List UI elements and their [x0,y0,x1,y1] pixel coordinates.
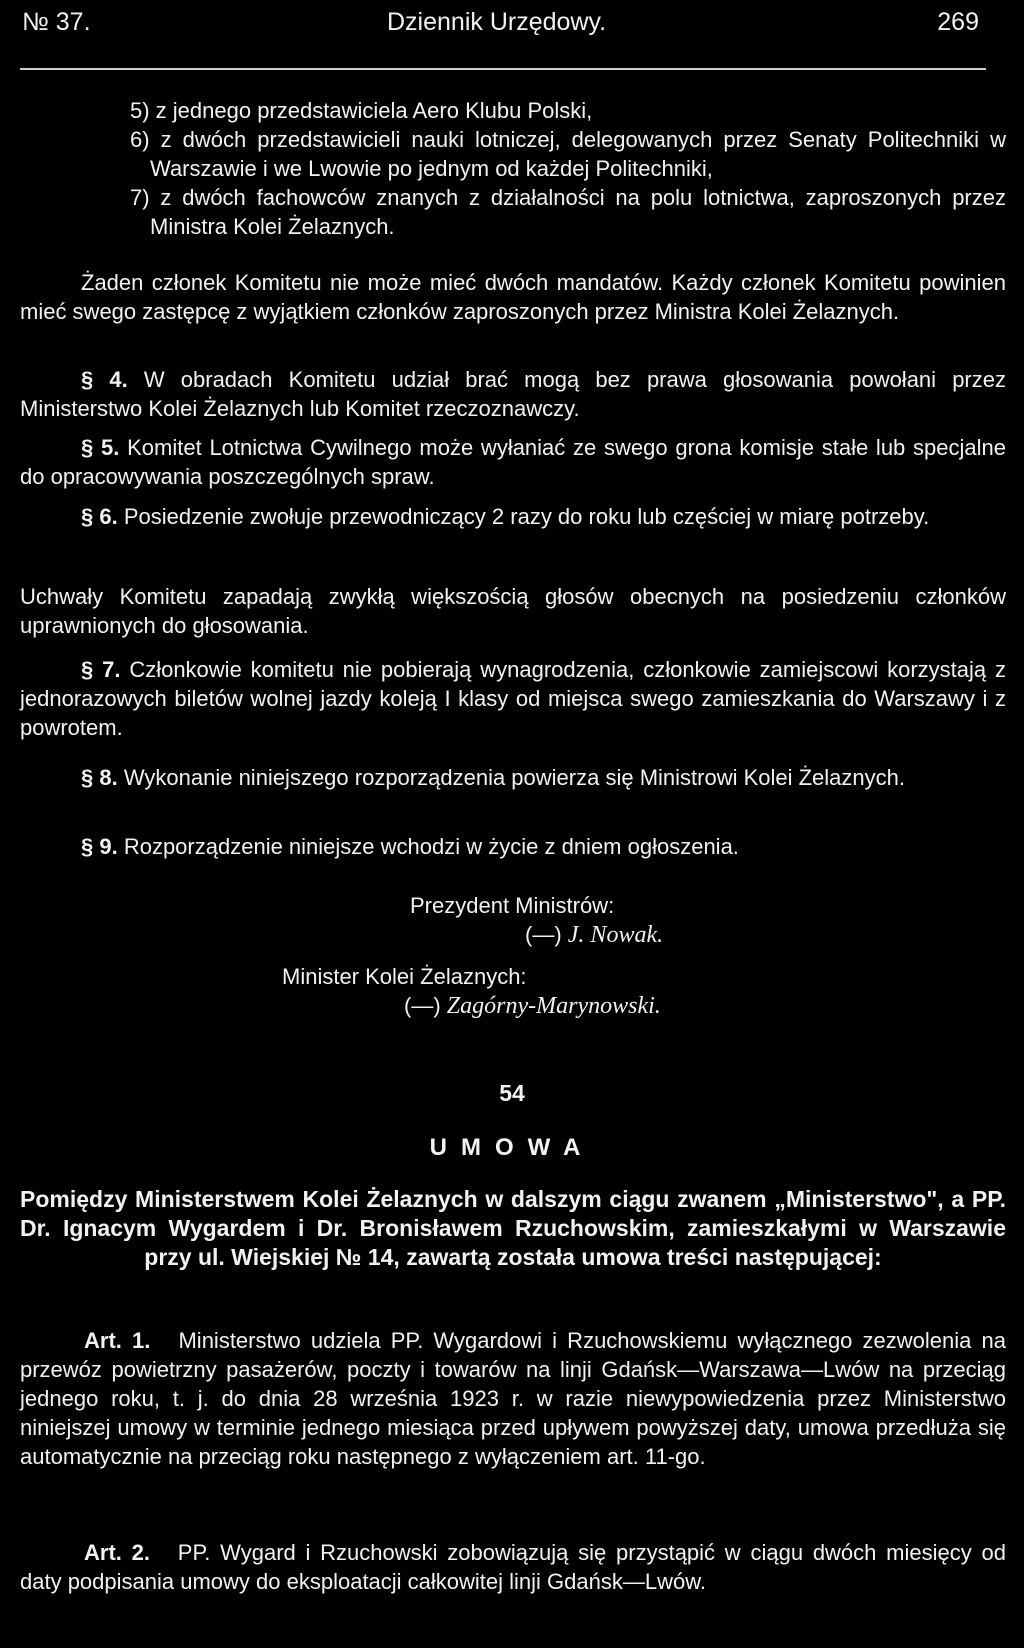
parties-paragraph: Pomiędzy Ministerstwem Kolei Żelaznych w dalszym ciągu zwanem „Ministerstwo", a PP. Dr. Ignacym Wygardem i Dr. Bronisławem Rzuchowskim, zamieszkałymi w Warszawie przy ul. Wiejskiej № 14, zawartą została umowa treści następującej: [20,1186,1006,1270]
section-text: Wykonanie niniejszego rozporządzenia powierza się Ministrowi Kolei Żelaznych. [123,765,905,790]
paragraph-mandates: Żaden członek Komitetu nie może mieć dwóch mandatów. Każdy członek Komitetu powinien mieć swego zastępcę z wyjątkiem członków zaproszonych przez Ministra Kolei Żelaznych. [20,270,1006,324]
section-mark: § 5. [81,435,120,460]
page-number: 269 [937,8,979,36]
article-1 [20,1326,1006,1471]
section-text: Komitet Lotnictwa Cywilnego może wyłaniać ze swego grona komisje stałe lub specjalne do opracowywania poszczególnych spraw. [20,435,1006,489]
section-mark: § 9. [81,834,118,859]
journal-title: Dziennik Urzędowy. [387,8,607,36]
member-list [20,96,1006,241]
page-header [22,8,979,48]
section-7 [20,655,1006,742]
issue-number: № 37. [22,8,91,36]
pm-signature [525,920,663,950]
list-item: 6) z dwóch przedstawicieli nauki lotniczej, delegowanych przez Senaty Politechniki w Warszawie i we Lwowie po jednym od każdej Politechniki, [130,127,1006,181]
article-text: PP. Wygard i Rzuchowski zobowiązują się przystąpić w ciągu dwóch miesięcy od daty podpisania umowy do eksploatacji całkowitej linji Gdańsk—Lwów. [20,1540,1006,1594]
section-text: W obradach Komitetu udział brać mogą bez prawa głosowania powołani przez Ministerstwo Kolei Żelaznych lub Komitet rzeczoznawczy. [20,367,1006,421]
signature-mark: (—) [525,922,562,947]
minister-signature [404,991,661,1021]
article-text: Ministerstwo udziela PP. Wygardowi i Rzuchowskiemu wyłącznego zezwolenia na przewóz powietrzny pasażerów, poczty i towarów na linji Gdańsk—Warszawa—Lwów na przeciąg jednego roku, t. j. do dnia 28 września 1923 r. w razie niewypowiedzenia przez Ministerstwo niniejszej umowy w terminie jednego miesiąca przed upływem powyższej daty, umowa przedłuża się automatycznie na przeciąg roku następnego z wyłączeniem art. 11-go. [20,1328,1006,1469]
article-label: Art. 1. [84,1328,151,1353]
section-mark: § 8. [81,765,118,790]
section-mark: § 7. [81,657,121,682]
section-text: Posiedzenie zwołuje przewodniczący 2 razy do roku lub częściej w miarę potrzeby. [123,504,930,529]
article-2 [20,1538,1006,1596]
document-number: 54 [499,1080,525,1106]
signature-name: J. Nowak. [567,922,664,948]
section-mark: § 4. [81,367,128,392]
section-8 [20,763,1006,792]
section-6 [20,502,1006,531]
signature-mark: (—) [404,993,441,1018]
list-item: 7) z dwóch fachowców znanych z działalności na polu lotnictwa, zaproszonych przez Ministra Kolei Żelaznych. [130,185,1006,239]
section-text: Członkowie komitetu nie pobierają wynagrodzenia, członkowie zamiejscowi korzystają z jednorazowych biletów wolnej jazdy koleją I klasy od miejsca swego zamieszkania do Warszawy i z powrotem. [20,657,1006,740]
section-text: Rozporządzenie niniejsze wchodzi w życie z dniem ogłoszenia. [123,834,739,859]
paragraph-resolutions: Uchwały Komitetu zapadają zwykłą większością głosów obecnych na posiedzeniu członków uprawnionych do głosowania. [20,584,1006,638]
pm-title: Prezydent Ministrów: [410,893,615,918]
section-9 [20,832,1006,861]
section-5 [20,433,1006,491]
signature-name: Zagórny-Marynowski. [446,993,661,1019]
list-item: 5) z jednego przedstawiciela Aero Klubu Polski, [130,98,593,123]
section-mark: § 6. [81,504,118,529]
minister-title: Minister Kolei Żelaznych: [282,964,527,989]
document-heading: UMOWA [429,1134,595,1161]
section-4 [20,365,1006,423]
header-rule [20,68,986,70]
article-label: Art. 2. [84,1540,150,1565]
